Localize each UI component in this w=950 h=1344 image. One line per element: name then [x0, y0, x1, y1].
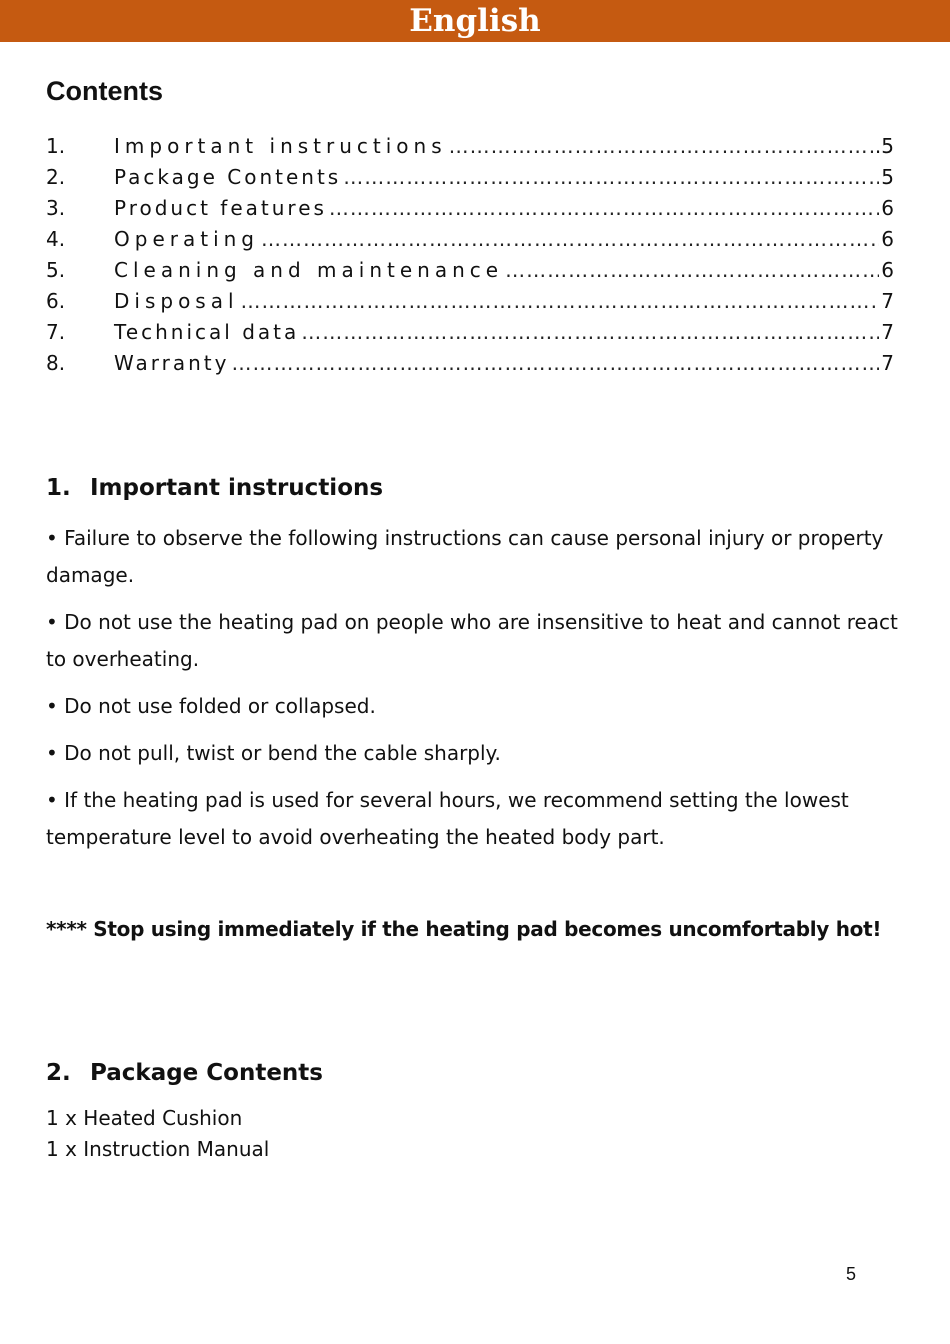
toc-leader-dots [329, 196, 879, 220]
toc-entry-number: 4. [46, 226, 66, 251]
toc-leader-dots [231, 351, 879, 375]
toc-entry-page: 6 [881, 226, 894, 251]
safety-warning: **** Stop using immediately if the heating pad becomes uncomfortably hot! [46, 917, 882, 941]
toc-entry-page: 7 [881, 350, 894, 375]
table-of-contents [46, 130, 894, 378]
section-heading-package-contents [46, 1060, 323, 1086]
toc-leader-dots [241, 289, 880, 313]
toc-leader-dots [261, 227, 879, 251]
toc-entry-number: 3. [46, 195, 66, 220]
toc-leader-dots [449, 134, 873, 158]
toc-leader-dots [343, 165, 879, 189]
toc-entry-number: 7. [46, 319, 66, 344]
toc-entry [46, 130, 894, 161]
toc-entry-number: 6. [46, 288, 66, 313]
toc-entry [46, 254, 894, 285]
toc-entry [46, 192, 894, 223]
toc-entry-page: 5 [881, 164, 894, 189]
section-number: 1. [46, 475, 71, 501]
toc-entry-number: 8. [46, 350, 66, 375]
instruction-bullet: • If the heating pad is used for several hours, we recommend setting the lowest temperature level to avoid overheating the heated body part. [46, 788, 849, 849]
toc-entry-number: 1. [46, 133, 66, 158]
contents-title: Contents [46, 76, 163, 106]
toc-entry [46, 285, 894, 316]
instruction-bullet: • Do not pull, twist or bend the cable sharply. [46, 741, 501, 765]
toc-entry-page: .5 [874, 133, 894, 158]
page-number: 5 [846, 1264, 857, 1284]
section-title: Package Contents [90, 1060, 323, 1086]
section-title: Important instructions [90, 475, 384, 501]
section-number: 2. [46, 1060, 71, 1086]
toc-entry-label: Disposal [114, 288, 239, 313]
toc-entry-label: Package Contents [114, 164, 342, 189]
toc-entry-label: Product features [114, 195, 327, 220]
toc-entry-label: Operating [114, 226, 259, 251]
toc-entry-label: Cleaning and maintenance [114, 257, 504, 282]
toc-entry [46, 223, 894, 254]
language-banner: English [0, 0, 950, 42]
toc-entry-page: 7 [881, 288, 894, 313]
toc-entry-label: Important instructions [114, 133, 447, 158]
toc-entry-number: 5. [46, 257, 66, 282]
list-item: 1 x Heated Cushion [46, 1106, 243, 1130]
toc-entry-page: 7 [881, 319, 894, 344]
toc-entry-label: Technical data [114, 319, 300, 344]
toc-entry-label: Warranty [114, 350, 230, 375]
toc-leader-dots [505, 258, 879, 282]
toc-entry-page: 6 [881, 257, 894, 282]
section-heading-important-instructions [46, 475, 383, 501]
toc-leader-dots [301, 320, 879, 344]
instruction-bullet: • Do not use the heating pad on people who are insensitive to heat and cannot react to overheating. [46, 610, 898, 671]
toc-entry-number: 2. [46, 164, 66, 189]
list-item: 1 x Instruction Manual [46, 1137, 270, 1161]
toc-entry-page: 6 [881, 195, 894, 220]
toc-entry [46, 316, 894, 347]
instruction-bullet: • Do not use folded or collapsed. [46, 694, 376, 718]
instruction-bullet: • Failure to observe the following instructions can cause personal injury or property damage. [46, 526, 884, 587]
toc-entry [46, 161, 894, 192]
toc-entry [46, 347, 894, 378]
package-contents-list [46, 1103, 269, 1165]
